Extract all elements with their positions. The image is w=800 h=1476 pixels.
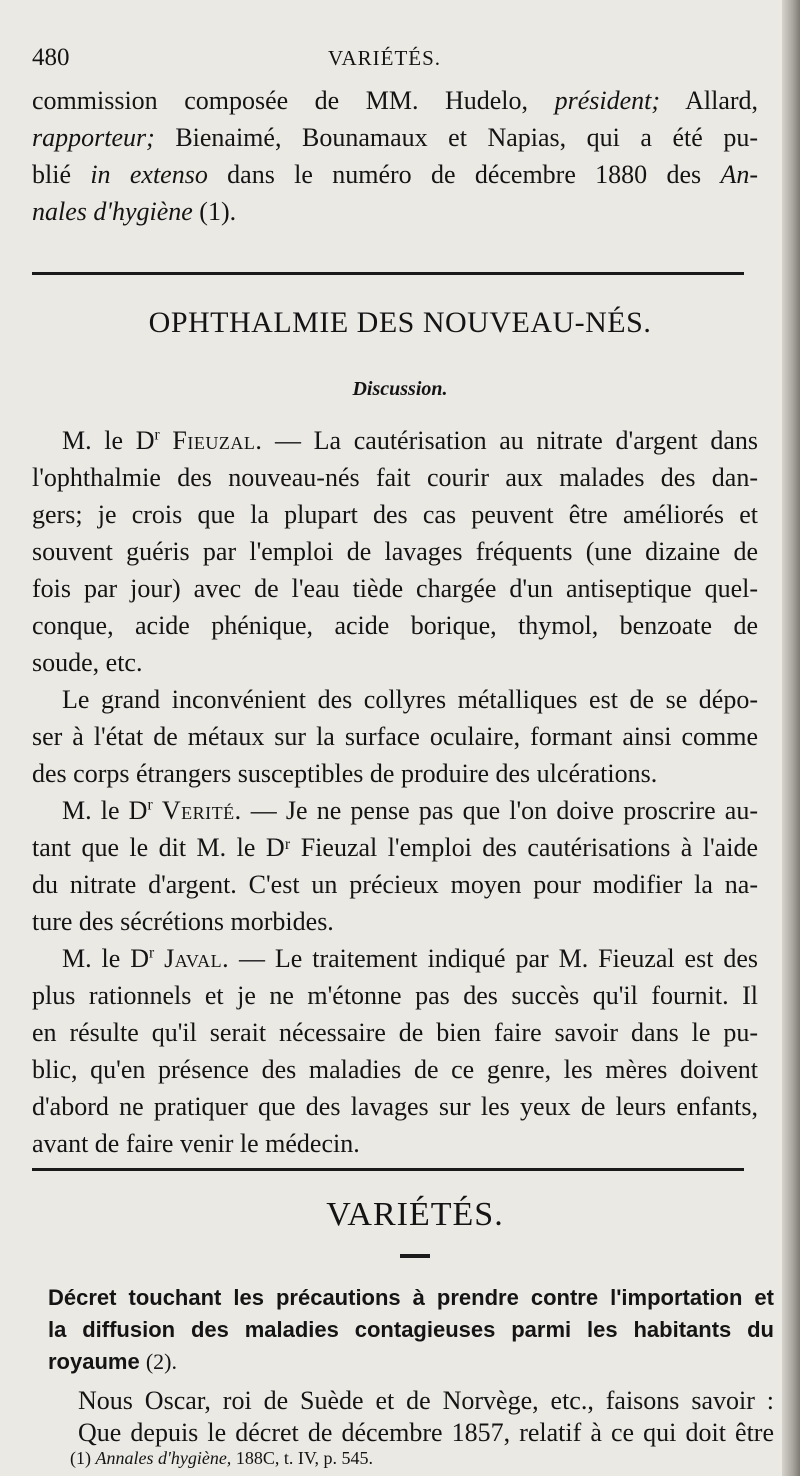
intro-line: blié in extenso dans le numéro de décembre 1880 des An-: [32, 160, 759, 189]
paragraph-line: conque, acide phénique, acide borique, thymol, benzoate de: [32, 611, 758, 640]
intro-line: nales d'hygiène (1).: [32, 197, 237, 226]
paragraph-line: des corps étrangers susceptibles de produire des ulcérations.: [32, 759, 658, 788]
decree-line: la diffusion des maladies contagieuses parmi les habitants du: [48, 1317, 774, 1342]
paragraph-line: fois par jour) avec de l'eau tiède chargée d'un antiseptique quel-: [32, 574, 758, 603]
speaker-name: Javal.: [164, 944, 230, 973]
paragraph-line: d'abord ne pratiquer que des lavages sur les yeux de leurs enfants,: [32, 1092, 758, 1121]
decree-heading: [48, 1282, 774, 1378]
speaker-name: Fieuzal.: [172, 426, 263, 455]
paragraph-line: plus rationnels et je ne m'étonne pas des succès qu'il fournit. Il: [32, 981, 758, 1010]
section-subtitle-discussion: Discussion.: [352, 378, 448, 400]
page-header: [32, 44, 752, 76]
paragraph-line: ture des sécrétions morbides.: [32, 907, 334, 936]
paragraph-line: M. le $D^r$ Verité. — Je ne pense pas que l'on doive proscrire au-: [62, 796, 758, 825]
decree-line: royaume (2).: [48, 1349, 177, 1374]
paragraph-javal: [32, 940, 758, 1162]
paragraph-line: Nous Oscar, roi de Suède et de Norvège, etc., faisons savoir :: [78, 1386, 774, 1415]
page-edge-shadow: [782, 0, 800, 1476]
paragraph-line: Le grand inconvénient des collyres métalliques est de se dépo-: [62, 685, 758, 714]
footnotes: [70, 1446, 775, 1470]
section-divider: [32, 1168, 744, 1171]
paragraph-line: blic, qu'en présence des maladies de ce genre, les mères doivent: [32, 1055, 758, 1084]
paragraph-line: gers; je crois que la plupart des cas peuvent être améliorés et: [32, 500, 758, 529]
paragraph-line: M. le $D^r$ Javal. — Le traitement indiqué par M. Fieuzal est des: [62, 944, 758, 973]
paragraph-fieuzal: [32, 422, 758, 681]
paragraph-line: l'ophthalmie des nouveau-nés fait courir aux malades des dan-: [32, 463, 758, 492]
title-rule: [400, 1254, 430, 1258]
paragraph-line: avant de faire venir le médecin.: [32, 1129, 360, 1158]
intro-line: rapporteur; Bienaimé, Bounamaux et Napias, qui a été pu-: [32, 123, 758, 152]
paragraph-line: Que depuis le décret de décembre 1857, relatif à ce qui doit être: [78, 1418, 774, 1447]
paragraph-line: tant que le dit M. le Dʳ Fieuzal l'emploi des cautérisations à l'aide: [32, 833, 758, 862]
footnote-1: (1) Annales d'hygiène, 188C, t. IV, p. 545.: [70, 1448, 373, 1468]
intro-line: commission composée de MM. Hudelo, président; Allard,: [32, 86, 759, 115]
paragraph-line: du nitrate d'argent. C'est un précieux moyen pour modifier la na-: [32, 870, 758, 899]
paragraph-line: soude, etc.: [32, 648, 143, 677]
section-title-ophthalmie: OPHTHALMIE DES NOUVEAU-NÉS.: [148, 306, 652, 339]
section-title-varietes: VARIÉTÉS.: [326, 1196, 504, 1233]
paragraph-line: ser à l'état de métaux sur la surface oculaire, formant ainsi comme: [32, 722, 758, 751]
paragraph-line: souvent guéris par l'emploi de lavages fréquents (une dizaine de: [32, 537, 758, 566]
speaker-name: Verité.: [161, 796, 242, 825]
running-head: VARIÉTÉS.: [328, 46, 442, 70]
paragraph-line: en résulte qu'il serait nécessaire de bien faire savoir dans le pu-: [32, 1018, 758, 1047]
decree-line: Décret touchant les précautions à prendre contre l'importation et: [48, 1285, 774, 1310]
paragraph-verite: [32, 792, 758, 940]
page-number: 480: [32, 44, 70, 71]
section-divider: [32, 272, 744, 275]
intro-paragraph: [32, 82, 758, 230]
paragraph-collyres: [32, 681, 758, 792]
paragraph-line: M. le $D^r$ Fieuzal. — La cautérisation au nitrate d'argent dans: [62, 426, 759, 455]
